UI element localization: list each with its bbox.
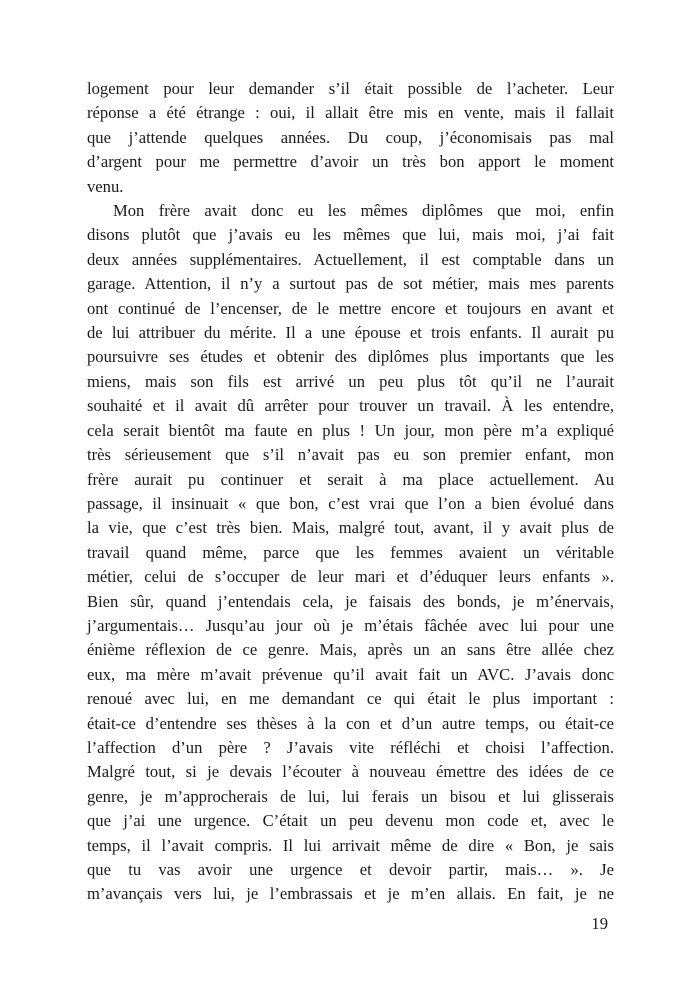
text-line: Mon frère avait donc eu les mêmes diplômes que moi, enfin [113,201,614,221]
page-number: 19 [591,914,608,933]
text-line: renoué avec lui, en me demandant ce qui était le plus important : [87,689,614,709]
text-line: était-ce d’entendre ses thèses à la con et d’un autre temps, ou était-ce [87,713,614,733]
paragraph [87,199,614,907]
text-line: Malgré tout, si je devais l’écouter à nouveau émettre des idées de ce [87,762,614,782]
text-line: énième réflexion de ce genre. Mais, après un an sans être allée chez [87,640,614,660]
text-line: disons plutôt que j’avais eu les mêmes que lui, mais moi, j’ai fait [87,225,614,245]
text-line: réponse a été étrange : oui, il allait être mis en vente, mais il fallait [87,103,614,123]
text-line: garage. Attention, il n’y a surtout pas de sot métier, mais mes parents [87,274,614,294]
text-line: travail quand même, parce que les femmes avaient un véritable [87,542,614,562]
text-line: la vie, que c’est très bien. Mais, malgré tout, avant, il y avait plus de [87,518,614,538]
text-line: logement pour leur demander s’il était possible de l’acheter. Leur [87,79,614,98]
text-line: l’affection d’un père ? J’avais vite réfléchi et choisi l’affection. [87,737,614,757]
text-line: ont continué de l’encenser, de le mettre encore et toujours en avant et [87,298,614,318]
text-line: j’argumentais… Jusqu’au jour où je m’étais fâchée avec lui pour une [87,615,614,635]
text-line: miens, mais son fils est arrivé un peu plus tôt qu’il ne l’aurait [87,371,614,391]
text-line: que tu vas avoir une urgence et devoir partir, mais… ». Je [87,860,614,879]
text-line: genre, je m’approcherais de lui, lui ferais un bisou et lui glisserais [87,786,614,806]
text-line: de lui attribuer du mérite. Il a une épouse et trois enfants. Il aurait pu [87,323,614,343]
text-line: que j’attende quelques années. Du coup, j’économisais pas mal [87,127,614,147]
text-line: métier, celui de s’occuper de leur mari et d’éduquer leurs enfants ». [87,567,614,587]
text-line: frère aurait pu continuer et serait à ma place actuellement. Au [87,469,614,489]
text-line: venu. [87,176,124,196]
body-text [87,77,614,907]
text-line: Bien sûr, quand j’entendais cela, je faisais des bonds, je m’énervais, [87,591,614,611]
text-line: souhaité et il avait dû arrêter pour trouver un travail. À les entendre, [87,396,614,416]
text-line: poursuivre ses études et obtenir des diplômes plus importants que les [87,347,614,367]
text-line: temps, il l’avait compris. Il lui arrivait même de dire « Bon, je sais [87,835,614,855]
text-line: cela serait bientôt ma faute en plus ! Un jour, mon père m’a expliqué [87,420,614,440]
text-line: passage, il insinuait « que bon, c’est vrai que l’on a bien évolué dans [87,493,614,513]
text-line: très sérieusement que s’il n’avait pas eu son premier enfant, mon [87,445,614,465]
text-line: m’avançais vers lui, je l’embrassais et je m’en allais. En fait, je ne [87,884,614,904]
text-line: eux, ma mère m’avait prévenue qu’il avait fait un AVC. J’avais donc [87,664,614,684]
text-line: d’argent pour me permettre d’avoir un très bon apport le moment [87,152,614,172]
paragraph [87,77,614,199]
text-line: que j’ai une urgence. C’était un peu devenu mon code et, avec le [87,811,614,831]
text-line: deux années supplémentaires. Actuellement, il est comptable dans un [87,249,614,269]
